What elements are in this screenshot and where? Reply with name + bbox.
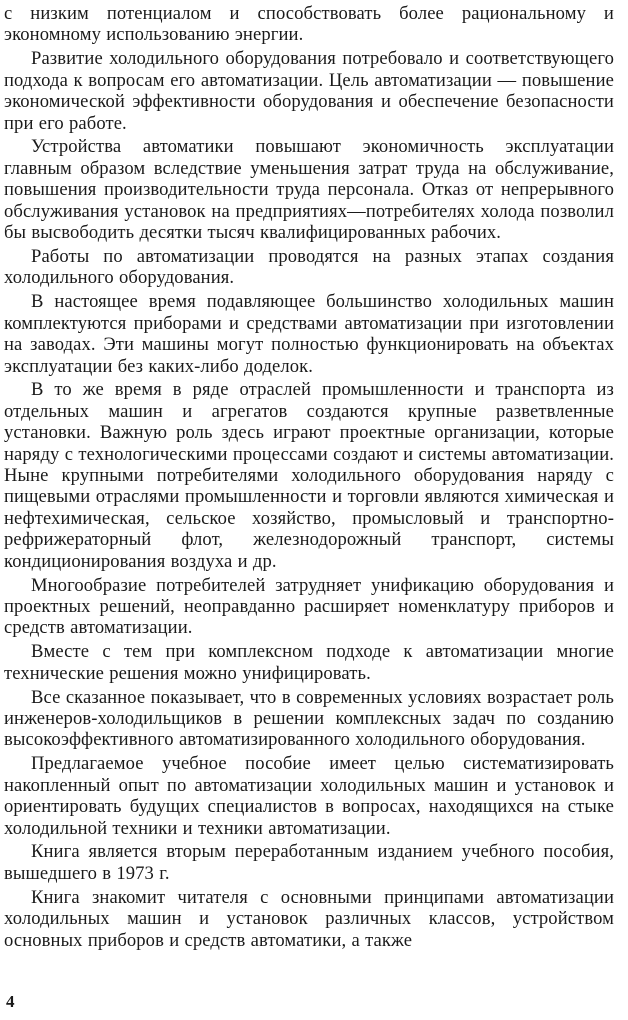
paragraph-7: Многообразие потребителей затрудняет унификацию оборудования и проектных решений, неоправданно расширяет номенклатуру приборов и средств автоматизации. (4, 574, 614, 639)
paragraph-10: Предлагаемое учебное пособие имеет целью систематизировать накопленный опыт по автоматизации холодильных машин и установок и ориентировать будущих специалистов в вопросах, находящихся на стыке холодильной техники и техники автоматизации. (4, 753, 614, 839)
paragraph-4: Работы по автоматизации проводятся на разных этапах создания холодильного оборудования. (4, 245, 614, 289)
paragraph-12: Книга знакомит читателя с основными принципами автоматизации холодильных машин и установок различных классов, устройством основных приборов и средств автоматики, а также (4, 886, 614, 951)
page-number: 4 (6, 992, 15, 1011)
paragraph-11: Книга является вторым переработанным изданием учебного пособия, вышедшего в 1973 г. (4, 841, 614, 884)
page-body (4, 3, 614, 951)
paragraph-8: Вместе с тем при комплексном подходе к автоматизации многие технические решения можно унифицировать. (4, 641, 614, 684)
paragraph-3: Устройства автоматики повышают экономичность эксплуатации главным образом вследствие уменьшения затрат труда на обслуживание, повышения производительности труда персонала. Отказ от непрерывного обслуживания установок на предприятиях—потребителях холода позволил бы высвободить десятки тысяч квалифицированных рабочих. (4, 136, 614, 244)
paragraph-5: В настоящее время подавляющее большинство холодильных машин комплектуются приборами и средствами автоматизации при изготовлении на заводах. Эти машины могут полностью функционировать на объектах эксплуатации без каких-либо доделок. (4, 291, 614, 377)
paragraph-9: Все сказанное показывает, что в современных условиях возрастает роль инженеров-холодильщиков в решении комплексных задач по созданию высокоэффективного автоматизированного холодильного оборудования. (4, 686, 614, 751)
paragraph-1: с низким потенциалом и способствовать более рациональному и экономному использованию энергии. (4, 3, 614, 46)
paragraph-2: Развитие холодильного оборудования потребовало и соответствующего подхода к вопросам его автоматизации. Цель автоматизации — повышение экономической эффективности оборудования и обеспечение безопасности при его работе. (4, 48, 614, 134)
paragraph-6: В то же время в ряде отраслей промышленности и транспорта из отдельных машин и агрегатов создаются крупные разветвленные установки. Важную роль здесь играют проектные организации, которые наряду с технологическими процессами создают и системы автоматизации. Ныне крупными потребителями холодильного оборудования наряду с пищевыми отраслями промышленности и торговли являются химическая и нефтехимическая, сельское хозяйство, промысловый и транспортно-рефрижераторный флот, железнодорожный транспорт, системы кондиционирования воздуха и др. (4, 379, 614, 572)
